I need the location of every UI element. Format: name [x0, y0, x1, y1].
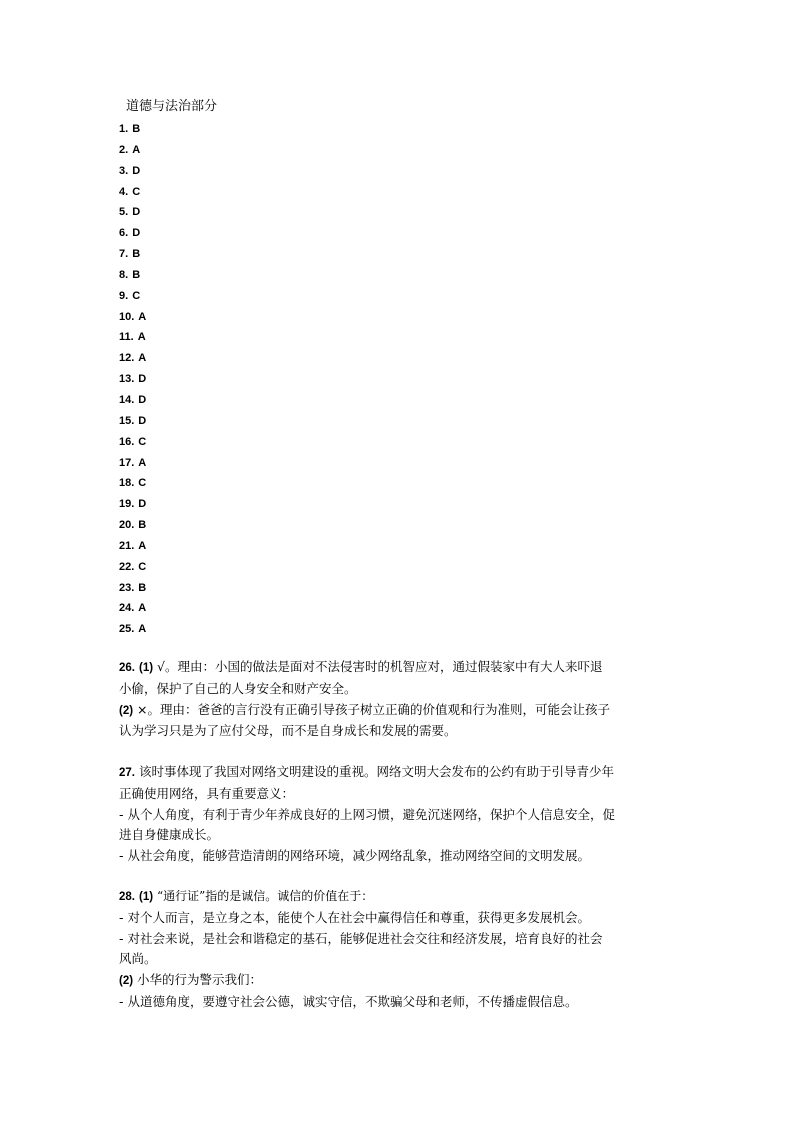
answer-choice: B	[132, 268, 141, 281]
answer-number: 9.	[119, 289, 129, 302]
q27-line-4: 进自身健康成长。	[119, 827, 220, 843]
answer-choice: D	[132, 206, 141, 219]
answer-item	[119, 119, 146, 140]
answer-item	[119, 348, 146, 369]
answer-choice: C	[138, 560, 147, 573]
answer-number: 3.	[119, 164, 129, 177]
answer-choice: C	[138, 435, 147, 448]
answer-number: 18.	[119, 477, 135, 490]
answer-item	[119, 307, 146, 328]
answer-choice: C	[138, 477, 147, 490]
answer-number: 10.	[119, 310, 135, 323]
answer-item	[119, 494, 146, 515]
answer-number: 11.	[119, 331, 134, 344]
answer-item	[119, 473, 146, 494]
answer-number: 4.	[119, 185, 129, 198]
answer-item	[119, 578, 146, 599]
answer-list	[119, 119, 146, 640]
answer-choice: A	[138, 352, 147, 365]
answer-item	[119, 557, 146, 578]
answer-item	[119, 453, 146, 474]
answer-choice: D	[132, 227, 141, 240]
answer-item	[119, 369, 146, 390]
answer-item	[119, 598, 146, 619]
q28-line-3: - 对社会来说，是社会和谐稳定的基石，能够促进社会交往和经济发展，培育良好的社会	[119, 930, 603, 946]
answer-number: 12.	[119, 352, 135, 365]
q27-line-1: 27. 该时事体现了我国对网络文明建设的重视。网络文明大会发布的公约有助于引导青少年	[119, 764, 614, 779]
answer-item	[119, 432, 146, 453]
q28-line-6: - 从道德角度，要遵守社会公德，诚实守信，不欺骗父母和老师，不传播虚假信息。	[119, 993, 578, 1009]
answer-number: 24.	[119, 602, 135, 615]
answer-choice: D	[138, 498, 147, 511]
section-title: 道德与法治部分	[126, 99, 218, 114]
answer-choice: C	[132, 289, 141, 302]
answer-choice: C	[132, 185, 141, 198]
answer-choice: D	[138, 393, 147, 406]
answer-choice: B	[132, 248, 141, 261]
answer-item	[119, 140, 146, 161]
answer-item	[119, 265, 146, 286]
answer-item	[119, 619, 146, 640]
answer-number: 13.	[119, 373, 135, 386]
answer-item	[119, 390, 146, 411]
q28-line-4: 风尚。	[119, 951, 157, 967]
answer-choice: D	[138, 414, 147, 427]
answer-number: 14.	[119, 393, 135, 406]
answer-choice: B	[138, 581, 147, 594]
q26-line-3: (2) ×。理由：爸爸的言行没有正确引导孩子树立正确的价值观和行为准则，可能会让孩子	[119, 701, 611, 717]
answer-number: 25.	[119, 623, 135, 636]
answer-number: 22.	[119, 560, 135, 573]
q26-line-4: 认为学习只是为了应付父母，而不是自身成长和发展的需要。	[119, 723, 457, 739]
answer-number: 17.	[119, 456, 135, 469]
q28-line-1: 28. (1) “通行证”指的是诚信。诚信的价值在于：	[119, 889, 374, 903]
answer-choice: B	[138, 519, 147, 532]
answer-number: 7.	[119, 248, 129, 261]
answer-number: 2.	[119, 143, 129, 156]
answer-item	[119, 515, 146, 536]
answer-item	[119, 411, 146, 432]
answer-item	[119, 202, 146, 223]
answer-choice: A	[138, 310, 147, 323]
q28-line-2: - 对个人而言，是立身之本，能使个人在社会中赢得信任和尊重，获得更多发展机会。	[119, 909, 590, 925]
q27-line-2: 正确使用网络，具有重要意义：	[119, 785, 295, 801]
answer-choice: A	[137, 331, 146, 344]
answer-item	[119, 536, 146, 557]
answer-number: 5.	[119, 206, 129, 219]
answer-number: 20.	[119, 519, 135, 532]
answer-choice: A	[138, 539, 147, 552]
question-28	[119, 886, 679, 1013]
answer-choice: B	[132, 123, 141, 135]
answer-choice: A	[138, 456, 147, 469]
answer-number: 16.	[119, 435, 135, 448]
answer-item	[119, 161, 146, 182]
answer-number: 15.	[119, 414, 135, 427]
answer-number: 19.	[119, 498, 135, 511]
q26-line-2: 小偷，保护了自己的人身安全和财产安全。	[119, 680, 357, 696]
answer-item	[119, 327, 146, 348]
q28-line-5: (2) 小华的行为警示我们：	[119, 972, 263, 988]
q26-line-1: 26. (1) √。理由：小国的做法是面对不法侵害时的机智应对，通过假装家中有大人来吓退	[119, 659, 603, 674]
q27-line-3: - 从个人角度，有利于青少年养成良好的上网习惯，避免沉迷网络，保护个人信息安全，促	[119, 806, 615, 822]
answer-choice: D	[138, 373, 147, 386]
answer-item	[119, 223, 146, 244]
answer-number: 8.	[119, 268, 129, 281]
answer-item	[119, 286, 146, 307]
answer-number: 6.	[119, 227, 129, 240]
q27-line-5: - 从社会角度，能够营造清朗的网络环境，减少网络乱象，推动网络空间的文明发展。	[119, 848, 590, 864]
answer-choice: A	[138, 623, 147, 636]
answer-number: 21.	[119, 539, 135, 552]
answer-item	[119, 182, 146, 203]
question-27	[119, 762, 679, 867]
answer-number: 1.	[119, 123, 129, 135]
answer-choice: A	[138, 602, 147, 615]
answer-item	[119, 244, 146, 265]
answer-choice: D	[132, 164, 141, 177]
answer-choice: A	[132, 143, 141, 156]
answer-number: 23.	[119, 581, 135, 594]
question-26	[119, 657, 679, 742]
